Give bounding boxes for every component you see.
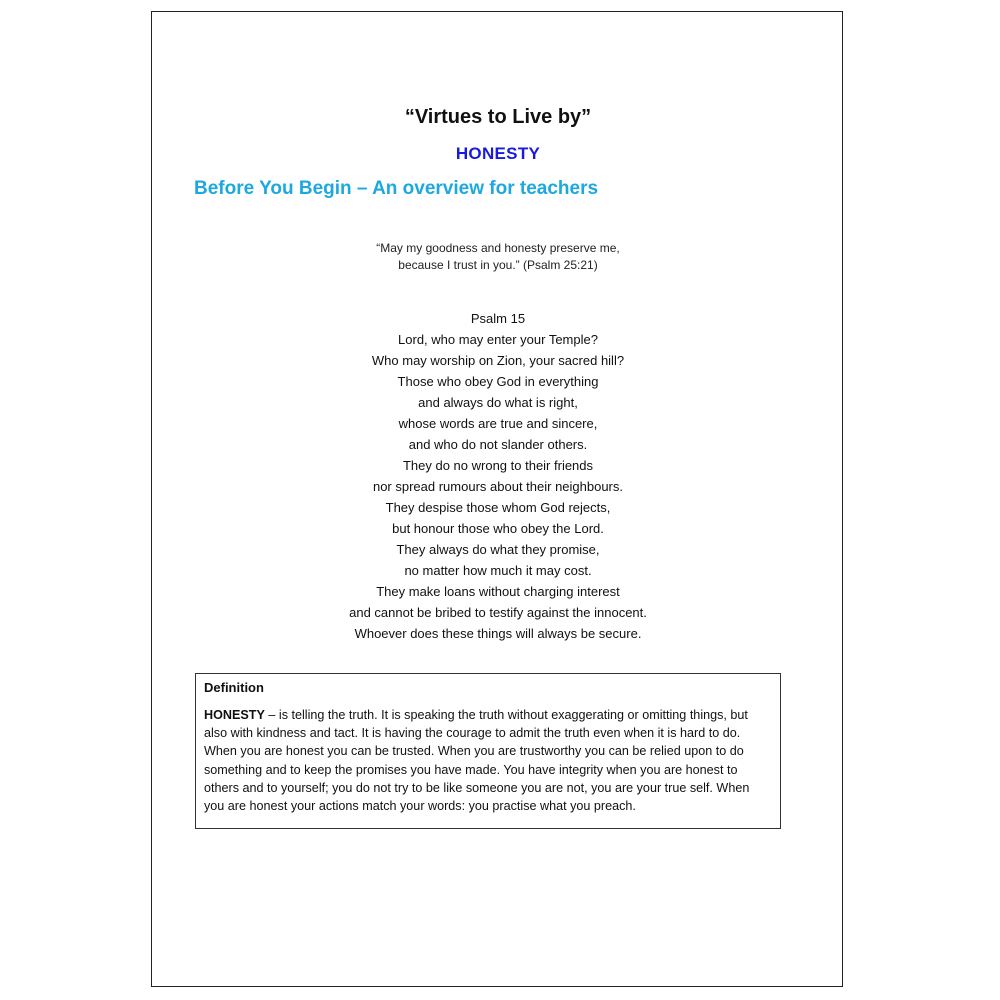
epigraph-quote xyxy=(152,240,844,274)
epigraph-line: “May my goodness and honesty preserve me, xyxy=(376,241,620,255)
virtue-subject: HONESTY xyxy=(455,144,541,163)
psalm-line: Whoever does these things will always be secure. xyxy=(354,626,642,641)
psalm-passage xyxy=(152,308,844,644)
document-title: “Virtues to Live by” xyxy=(404,106,592,128)
psalm-title: Psalm 15 xyxy=(470,311,526,326)
psalm-line: They make loans without charging interest xyxy=(376,584,620,599)
psalm-line: Who may worship on Zion, your sacred hill? xyxy=(371,353,625,368)
epigraph-line: because I trust in you.” (Psalm 25:21) xyxy=(398,258,598,272)
definition-text xyxy=(204,706,772,815)
psalm-line: no matter how much it may cost. xyxy=(404,563,592,578)
psalm-line: whose words are true and sincere, xyxy=(398,416,598,431)
definition-box xyxy=(195,673,781,829)
psalm-line: but honour those who obey the Lord. xyxy=(392,521,604,536)
psalm-line: They always do what they promise, xyxy=(396,542,600,557)
psalm-line: They do no wrong to their friends xyxy=(402,458,594,473)
definition-term: HONESTY xyxy=(204,708,265,722)
psalm-line: and cannot be bribed to testify against the innocent. xyxy=(349,605,647,620)
psalm-line: Lord, who may enter your Temple? xyxy=(398,332,598,347)
psalm-line: They despise those whom God rejects, xyxy=(385,500,611,515)
document-page xyxy=(151,11,843,987)
section-heading: Before You Begin – An overview for teachers xyxy=(194,178,599,199)
psalm-line: Those who obey God in everything xyxy=(397,374,599,389)
psalm-line: nor spread rumours about their neighbours. xyxy=(372,479,624,494)
psalm-line: and who do not slander others. xyxy=(408,437,588,452)
definition-label: Definition xyxy=(204,680,264,695)
psalm-line: and always do what is right, xyxy=(418,395,578,410)
definition-body: – is telling the truth. It is speaking the truth without exaggerating or omitting things, but also with kindness and tact. It is having the courage to admit the truth even when it is hard to do. When you are honest you can be trusted. When you are trustworthy you can be relied upon to do something and to keep the promises you have made. You have integrity when you are honest to others and to yourself; you do not try to be like someone you are not, you are your true self. When you are honest your actions match your words: you practise what you preach. xyxy=(204,708,750,814)
